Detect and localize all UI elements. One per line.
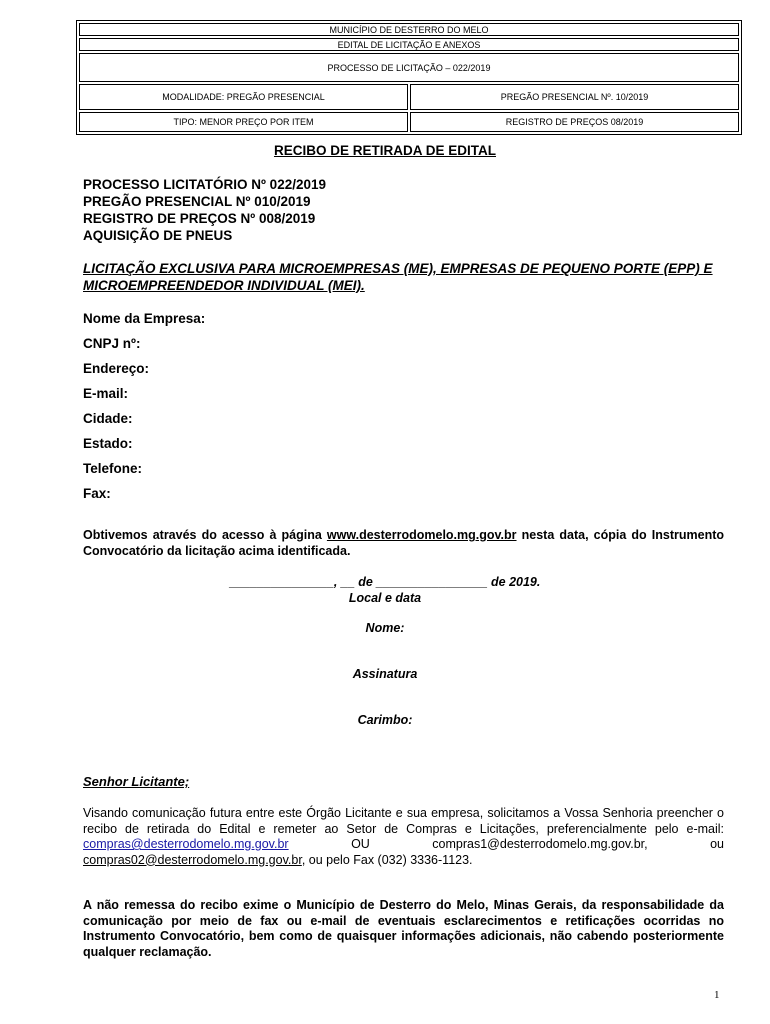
- senhor-licitante-heading: Senhor Licitante;: [83, 774, 190, 789]
- obtivemos-text: Obtivemos através do acesso à página: [83, 528, 327, 542]
- document-title: RECIBO DE RETIRADA DE EDITAL: [273, 143, 496, 158]
- carimbo-label: Carimbo:: [357, 713, 413, 727]
- field-city: Cidade:: [83, 411, 133, 426]
- nao-remessa-paragraph: A não remessa do recibo exime o Município de Desterro do Melo, Minas Gerais, da responsabilidade da comunicação por meio de fax ou e-mail de eventuais esclarecimentos e retificações ocorridas no Instrumento Convocatório, bem como de quaisquer informações adicionais, não cabendo posteriormente qualquer reclamação.: [83, 898, 724, 959]
- visando-text: Visando comunicação futura entre este Órgão Licitante e sua empresa, solicitamos a Vossa Senhoria preencher o recibo de retirada do Edital e remeter ao Setor de Compras e Licitações, preferencialmente pelo e-mail:: [83, 806, 724, 836]
- header-municipality: MUNICÍPIO DE DESTERRO DO MELO: [79, 23, 739, 36]
- company-fields: [83, 310, 205, 510]
- field-email: E-mail:: [83, 386, 129, 401]
- process-block: [83, 176, 326, 244]
- visando-text-2: OU compras1@desterrodomelo.mg.gov.br, ou: [288, 837, 724, 851]
- field-state: Estado:: [83, 436, 133, 451]
- email-link-compras02[interactable]: compras02@desterrodomelo.mg.gov.br: [83, 852, 302, 867]
- field-company-name: Nome da Empresa:: [83, 311, 206, 326]
- field-fax: Fax:: [83, 486, 111, 501]
- process-line: AQUISIÇÃO DE PNEUS: [83, 228, 233, 243]
- header-pregao: PREGÃO PRESENCIAL Nº. 10/2019: [410, 84, 739, 110]
- field-address: Endereço:: [83, 361, 150, 376]
- header-table: [76, 20, 742, 135]
- process-line: PREGÃO PRESENCIAL Nº 010/2019: [83, 194, 311, 209]
- exclusive-notice: LICITAÇÃO EXCLUSIVA PARA MICROEMPRESAS (ME), EMPRESAS DE PEQUENO PORTE (EPP) E MICROEMPREENDEDOR INDIVIDUAL (MEI).: [83, 261, 713, 293]
- visando-text-3: , ou pelo Fax (032) 3336-1123.: [301, 852, 473, 867]
- email-link-compras[interactable]: compras@desterrodomelo.mg.gov.br: [83, 837, 289, 851]
- process-line: REGISTRO DE PREÇOS Nº 008/2019: [83, 211, 316, 226]
- header-registry: REGISTRO DE PREÇOS 08/2019: [410, 112, 739, 132]
- visando-paragraph: [83, 806, 724, 868]
- date-block: [0, 575, 770, 606]
- header-type: TIPO: MENOR PREÇO POR ITEM: [79, 112, 408, 132]
- page-number: 1: [714, 989, 720, 1001]
- nome-label: Nome:: [365, 621, 405, 635]
- obtivemos-text-end: nesta data, cópia do Instrumento Convocatório da licitação acima identificada.: [83, 528, 724, 558]
- header-modality: MODALIDADE: PREGÃO PRESENCIAL: [79, 84, 408, 110]
- header-process: PROCESSO DE LICITAÇÃO – 022/2019: [79, 53, 739, 82]
- assinatura-label: Assinatura: [352, 667, 418, 681]
- field-phone: Telefone:: [83, 461, 143, 476]
- local-data-label: Local e data: [348, 590, 422, 605]
- obtivemos-paragraph: [83, 528, 724, 559]
- process-line: PROCESSO LICITATÓRIO Nº 022/2019: [83, 177, 326, 192]
- field-cnpj: CNPJ nº:: [83, 336, 141, 351]
- website-link[interactable]: www.desterrodomelo.mg.gov.br: [326, 528, 517, 542]
- header-edital: EDITAL DE LICITAÇÃO E ANEXOS: [79, 38, 739, 51]
- date-line: _______________, __ de ________________ de 2019.: [229, 575, 541, 589]
